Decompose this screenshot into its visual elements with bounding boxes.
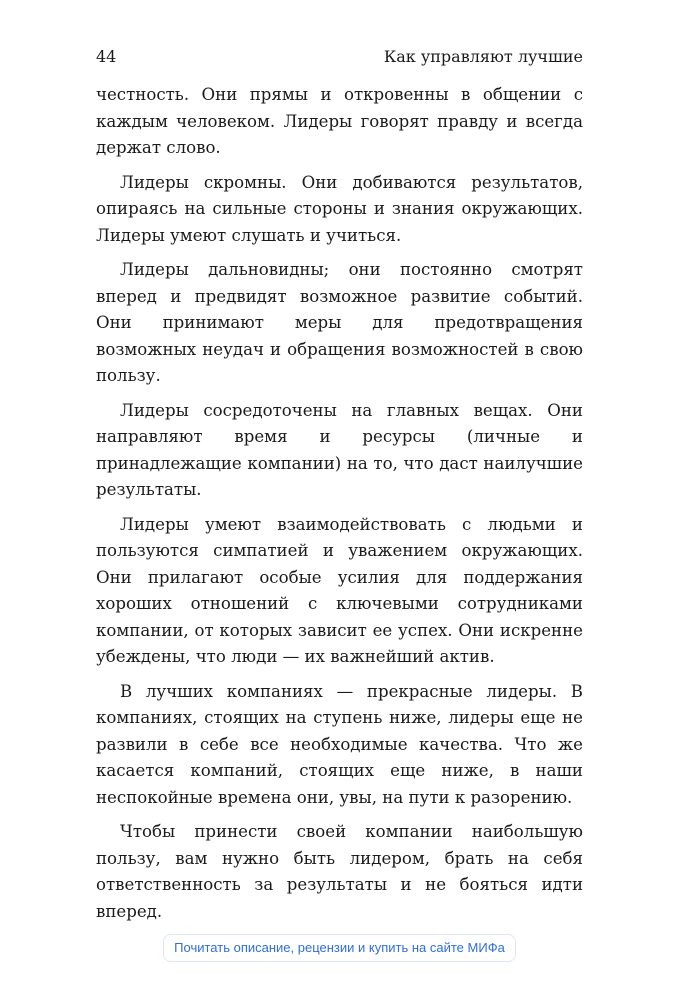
paragraph-foresight: Лидеры дальновидны; они постоянно смотрят вперед и предвидят возможное развитие событий. Они принимают меры для предотвращения возможных неудач и обращения возможностей в свою пользу. bbox=[96, 260, 583, 385]
paragraph-continuation: честность. Они прямы и откровенны в общении с каждым человеком. Лидеры говорят правду и всегда держат слово. bbox=[96, 85, 583, 157]
paragraph-people: Лидеры умеют взаимодействовать с людьми и пользуются симпатией и уважением окружающих. Они прилагают особые усилия для поддержания хороших отношений с ключевыми сотрудниками компании, от которых зависит ее успех. Они искренне убеждены, что люди — их важнейший актив. bbox=[96, 514, 583, 666]
body-text bbox=[96, 82, 583, 933]
paragraph-modesty: Лидеры скромны. Они добиваются результатов, опираясь на сильные стороны и знания окружающих. Лидеры умеют слушать и учиться. bbox=[96, 172, 583, 245]
paragraph-best-companies: В лучших компаниях — прекрасные лидеры. В компаниях, стоящих на ступень ниже, лидеры еще не развили в себе все необходимые качества. Что же касается компаний, стоящих еще ниже, в наши неспокойные времена они, увы, на пути к разорению. bbox=[96, 681, 583, 807]
paragraph-focus: Лидеры сосредоточены на главных вещах. Они направляют время и ресурсы (личные и принадлежащие компании) на то, что даст наилучшие результаты. bbox=[96, 400, 583, 499]
running-title: Как управляют лучшие bbox=[383, 47, 583, 66]
paragraph-conclusion: Чтобы принести своей компании наибольшую пользу, вам нужно быть лидером, брать на себя ответственность за результаты и не бояться идти вперед. bbox=[96, 822, 583, 921]
page-header bbox=[96, 46, 583, 68]
footer bbox=[0, 934, 679, 962]
mif-store-link[interactable]: Почитать описание, рецензии и купить на сайте МИФа bbox=[163, 934, 516, 962]
page-number: 44 bbox=[96, 47, 117, 66]
